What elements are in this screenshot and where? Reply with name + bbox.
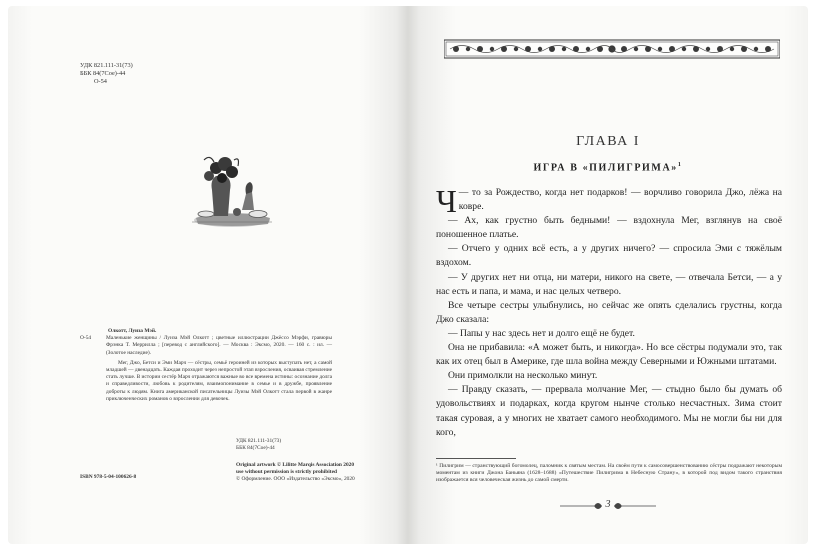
udc-code: УДК 821.111-31(73) bbox=[80, 62, 133, 69]
first-paragraph: — Ч то за Рождество, когда нет подарков! — ворчливо говорила Джо, лёжа на ковре. bbox=[436, 183, 783, 219]
chapter-body bbox=[436, 183, 783, 440]
udc-code-bottom: УДК 821.111-31(73) bbox=[236, 438, 282, 444]
copyright-line: Original artwork © Lilitte Marqis Association 2020 bbox=[236, 462, 355, 468]
chapter-title bbox=[408, 162, 808, 173]
cip-codes bbox=[80, 62, 133, 87]
author-mark: О-54 bbox=[94, 78, 107, 86]
bib-description: Маленькие женщины / Луиза Мэй Олкотт ; цветные иллюстрации Джёссо Мэрфи, гравюры Фрэнка Т. Меррилла ; [перевод с английского]. — Москва : Эксмо, 2020. — 160 с. : ил. — (Золотое наследие). bbox=[106, 335, 332, 356]
left-page bbox=[8, 6, 408, 544]
chapter-title-text: ИГРА В «ПИЛИГРИМА» bbox=[533, 162, 678, 174]
ornamental-header-border bbox=[444, 38, 780, 60]
first-paragraph-text: то за Рождество, когда нет подарков! — ворчливо говорила Джо, лёжа на ковре. bbox=[458, 187, 783, 213]
paragraph: Все четыре сестры улыбнулись, но сейчас же опять сделались грустны, когда Джо сказала: bbox=[436, 299, 782, 325]
paragraph: Она не прибавила: «А может быть, и никогда». Но все сёстры подумали это, так как их отец был в Америке, где шла война между Северными и Южными штатами. bbox=[436, 342, 782, 368]
author-heading: Олкотт, Луиза Мэй. bbox=[108, 328, 157, 334]
chapter-label: ГЛАВА I bbox=[576, 134, 640, 149]
call-mark: О-54 bbox=[80, 335, 92, 342]
isbn: ISBN 978-5-04-100626-8 bbox=[80, 474, 137, 480]
page-number: 3 bbox=[605, 499, 611, 510]
paragraph: — Правду сказать, — прервала молчание Мег, — стыдно было бы думать об удовольствиях и подарках, когда кругом нынче столько несчастных. Зима стоит такая суровая, а у многих не хватает самого необходимого. Мы не могли бы ни для кого, bbox=[436, 384, 782, 438]
paragraph: — Отчего у одних всё есть, а у других ничего? — спросила Эми с тяжёлым вздохом. bbox=[436, 243, 782, 269]
footnote: ¹ Пилигрим — странствующий богомолец, паломник к святым местам. На своём пути к самосовершенствованию сёстры подражают некоторым моментам из книги Джона Баньяна (1628–1688) «Путешествие Пилигрима в Небесную Страну», в которой под видом такого странствия изображается вся человеческая жизнь до самой смерти. bbox=[436, 463, 782, 484]
right-page bbox=[408, 6, 808, 544]
paragraph: — Папы у нас здесь нет и долго ещё не будет. bbox=[448, 327, 635, 339]
footnote-ref: 1 bbox=[677, 162, 683, 168]
paragraph: — Ах, как грустно быть бедными! — вздохнула Мег, взглянув на своё поношенное платье. bbox=[436, 215, 782, 241]
bbk-code: ББК 84(7Сое)-44 bbox=[80, 70, 126, 78]
bib-record bbox=[80, 328, 332, 403]
copyright-line: © Оформление. ООО «Издательство «Эксмо», 2020 bbox=[236, 476, 355, 483]
bbk-code-bottom: ББК 84(7Сое)-44 bbox=[236, 445, 275, 452]
still-life-engraving bbox=[192, 154, 272, 230]
footnote-rule bbox=[436, 458, 516, 459]
copyright-block bbox=[236, 462, 355, 484]
copyright-line: use without permission is strictly prohibited bbox=[236, 469, 337, 476]
drop-cap: Ч bbox=[436, 183, 457, 219]
paragraph: — У других нет ни отца, ни матери, никого на свете, — отвечала Бетси, — а у нас есть и папа, и мама, и нас целых четверо. bbox=[436, 271, 782, 297]
paragraph: Они примолкли на несколько минут. bbox=[448, 370, 598, 382]
bottom-codes bbox=[236, 438, 281, 452]
book-annotation: Мег, Джо, Бетси и Эми Марч — сёстры, семьё героиней из которых выступать нет, а самой младшей — двенадцать. Каждая проходит через непростой этап взросления, осваивая стремление стать лучше. В истории сестёр Марч отражаются важные во все времена истины: осознание долга и справедливости, любовь к родителям, взаимопонимание в семье и в дружбе, проявление доброты к людям. Книга американской писательницы Луизы Мэй Олкотт стала первой в жанре приключенческих романов о взрослении для девочек. bbox=[106, 359, 332, 402]
book-spread bbox=[8, 6, 808, 544]
